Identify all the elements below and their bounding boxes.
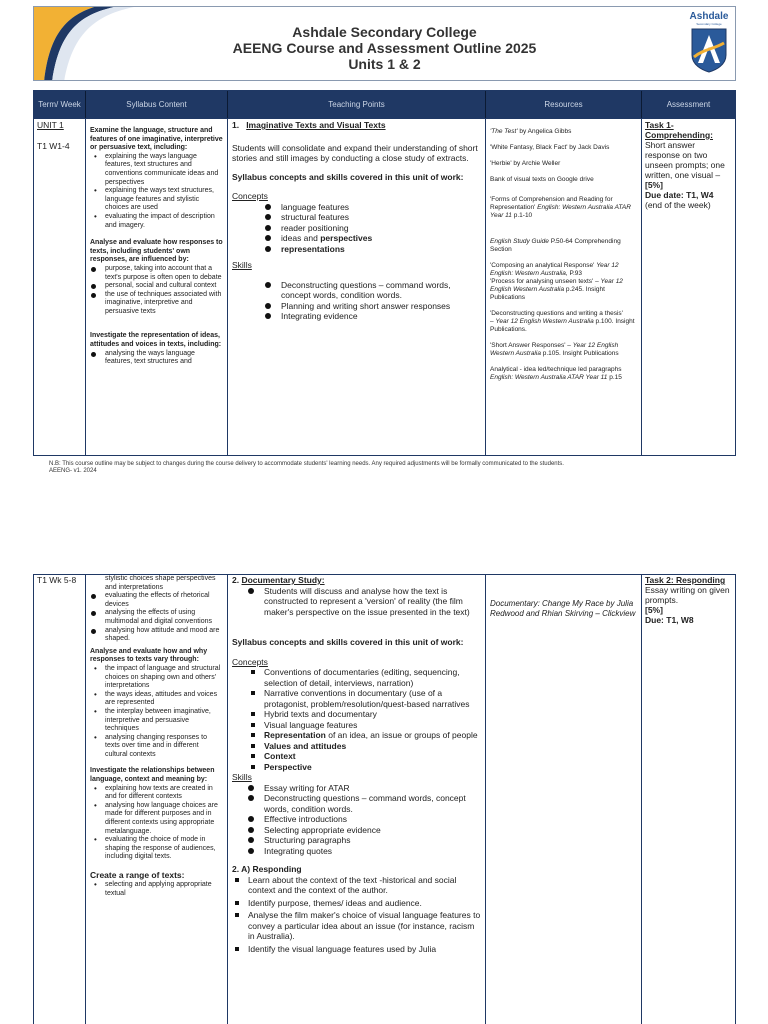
list-item: • analysing how language choices are made for different purposes and in different contexts using appropriate metalanguage. bbox=[90, 802, 223, 836]
course-title: AEENG Course and Assessment Outline 2025 bbox=[232, 40, 537, 56]
list-item: Deconstructing questions – command words, concept words, condition words. bbox=[281, 280, 481, 301]
footer-note-line: N.B: This course outline may be subject to changes during the course delivery to accommodate students' learning needs. Any required adjustments will be formally communicated to the students. bbox=[49, 461, 564, 467]
list-item: language features bbox=[281, 202, 481, 213]
logo-name: Ashdale bbox=[689, 11, 729, 22]
resource-item bbox=[490, 310, 637, 334]
list-item: stylistic choices shape perspectives and interpretations bbox=[105, 575, 216, 591]
section-number: 1. bbox=[232, 120, 240, 130]
task-description bbox=[645, 140, 732, 190]
list-item: Learn about the context of the text -historical and social context and the context of the author. bbox=[248, 875, 481, 896]
text: P.50-64 Comprehending Section bbox=[490, 238, 621, 253]
concepts-label: Concepts bbox=[232, 191, 268, 201]
list-item: purpose, taking into account that a text's purpose is often open to debate bbox=[90, 265, 223, 282]
text-bold: Representation bbox=[264, 730, 326, 740]
list-item: Essay writing for ATAR bbox=[264, 783, 481, 794]
text: 'Short Answer Responses' – bbox=[490, 342, 573, 349]
syllabus-cell bbox=[86, 575, 228, 1024]
outline-table-page2 bbox=[33, 574, 736, 1024]
list-item: personal, social and cultural context bbox=[90, 282, 223, 291]
document-header bbox=[33, 6, 736, 81]
text: p.15 bbox=[607, 374, 622, 381]
header-resources: Resources bbox=[486, 91, 642, 118]
resource-item bbox=[490, 128, 637, 136]
section-number: 2. bbox=[232, 575, 240, 585]
list-item: Deconstructing questions – command words, concept words, condition words. bbox=[264, 793, 481, 814]
list-item: Perspective bbox=[264, 762, 481, 773]
list-item: Values and attitudes bbox=[264, 741, 481, 752]
text-italic: 'The Test' bbox=[490, 128, 518, 135]
syllabus-heading: Investigate the relationships between language, context and meaning by: bbox=[90, 767, 215, 784]
list-item: Effective introductions bbox=[264, 814, 481, 825]
list-item: • the impact of language and structural choices on shaping own and others' interpretations bbox=[90, 665, 223, 691]
header-syllabus-content: Syllabus Content bbox=[86, 91, 228, 118]
list-item: Visual language features bbox=[264, 720, 481, 731]
unit-label: UNIT 1 bbox=[37, 120, 64, 130]
task-weight: [5%] bbox=[645, 605, 663, 615]
text: ideas and bbox=[281, 233, 321, 243]
list-item: • the interplay between imaginative, interpretive and persuasive techniques bbox=[90, 708, 223, 734]
list-item: Students will discuss and analyse how the text is constructed to represent a 'version' of reality (the film maker's perspective on the issue presented in the text) bbox=[264, 586, 481, 618]
text: p.1-10 bbox=[511, 212, 533, 219]
concepts-heading: Syllabus concepts and skills covered in this unit of work: bbox=[232, 637, 464, 647]
task-description: Essay writing on given prompts. bbox=[645, 585, 730, 605]
text: P.93 bbox=[567, 270, 583, 277]
text: 'Composing an analytical Response' bbox=[490, 262, 597, 269]
list-item: • analysing changing responses to texts over time and in different cultural contexts bbox=[90, 734, 223, 760]
units-title: Units 1 & 2 bbox=[348, 56, 421, 72]
concepts-heading: Syllabus concepts and skills covered in this unit of work: bbox=[232, 171, 464, 182]
list-item: analysing the effects of using multimodal and digital conventions bbox=[90, 609, 223, 626]
text-italic: English: Western Australia ATAR Year 11 bbox=[490, 204, 631, 219]
resource-item bbox=[490, 342, 637, 358]
list-item: • evaluating the impact of description and imagery. bbox=[90, 213, 223, 230]
text: – bbox=[490, 318, 496, 325]
text-bold: perspectives bbox=[320, 233, 373, 243]
text: by Angelica Gibbs bbox=[517, 128, 572, 135]
list-item: • explaining the ways text structures, language features and stylistic choices are used bbox=[90, 187, 223, 213]
header-assessment: Assessment bbox=[666, 100, 711, 109]
subsection-heading: 2. A) Responding bbox=[232, 864, 302, 874]
header-term-week: Term/ Week bbox=[34, 91, 86, 118]
list-item: Conventions of documentaries (editing, sequencing, selection of detail, interviews, narration) bbox=[264, 667, 481, 688]
section-title: Imaginative Texts and Visual Texts bbox=[246, 120, 386, 130]
list-item bbox=[264, 730, 481, 741]
list-item: analysing the ways language features, text structures and bbox=[90, 350, 223, 367]
text: Short answer response on two unseen prompts; one written, one visual – bbox=[645, 140, 725, 180]
school-name: Ashdale Secondary College bbox=[292, 24, 477, 40]
logo-sub: Secondary College bbox=[696, 22, 722, 26]
syllabus-heading: Examine the language, structure and features of one imaginative, interpretive or persuasive text, including: bbox=[90, 127, 223, 152]
text: p.245. Insight Publications bbox=[490, 286, 605, 301]
list-item: Identify purpose, themes/ ideas and audience. bbox=[248, 898, 481, 909]
resource-item bbox=[490, 599, 637, 619]
syllabus-cell bbox=[86, 119, 228, 455]
text: of an idea, an issue or groups of people bbox=[325, 730, 478, 740]
list-item: • explaining how texts are created in and for different contexts bbox=[90, 785, 223, 802]
text: 'Process for analysing unseen texts' – bbox=[490, 278, 601, 285]
list-item: Planning and writing short answer responses bbox=[281, 301, 481, 312]
resource-item bbox=[490, 262, 637, 278]
teaching-cell bbox=[228, 119, 486, 455]
list-item: Integrating quotes bbox=[264, 846, 481, 857]
syllabus-heading: Investigate the representation of ideas, attitudes and voices in texts, including: bbox=[90, 332, 222, 349]
list-item: the use of techniques associated with imaginative, interpretive and persuasive texts bbox=[90, 291, 223, 317]
text: Analytical - idea led/technique led paragraphs bbox=[490, 366, 622, 373]
text-italic: Year 12 English Western Australia bbox=[490, 342, 619, 357]
syllabus-heading: Create a range of texts: bbox=[90, 870, 185, 880]
text-italic: Year 12 English Western Australia bbox=[495, 318, 594, 325]
text: 'Forms of Comprehension and Reading for Representation' bbox=[490, 196, 613, 211]
list-item: • evaluating the choice of mode in shaping the response of audiences, including digital texts. bbox=[90, 836, 223, 862]
footer-note bbox=[49, 461, 564, 475]
task-weight: [5%] bbox=[645, 180, 663, 190]
text: 'Deconstructing questions and writing a thesis' bbox=[490, 310, 623, 317]
resource-item bbox=[490, 196, 637, 220]
list-item: representations bbox=[281, 244, 481, 255]
list-item: Analyse the film maker's choice of visual language features to convey a particular idea about an issue (for instance, racism in Australia). bbox=[248, 910, 481, 941]
list-item: • selecting and applying appropriate textual bbox=[90, 881, 223, 898]
list-item: Selecting appropriate evidence bbox=[264, 825, 481, 836]
school-logo bbox=[687, 11, 731, 77]
resource-item: 'White Fantasy, Black Fact' by Jack Davis bbox=[490, 144, 610, 151]
text-italic: Year 12 English Western Australia bbox=[490, 278, 623, 293]
text-italic: English Study Guide bbox=[490, 238, 549, 245]
skills-label: Skills bbox=[232, 772, 252, 782]
assessment-cell bbox=[642, 119, 735, 455]
syllabus-heading: Analyse and evaluate how and why responses to texts vary through: bbox=[90, 647, 208, 664]
task-title: Task 1- Comprehending: bbox=[645, 120, 713, 140]
list-item: Context bbox=[264, 751, 481, 762]
text-italic: Year 12 English: Western Australia, bbox=[490, 262, 619, 277]
outline-table-page1 bbox=[33, 90, 736, 456]
table-header-row bbox=[34, 91, 735, 118]
list-item bbox=[281, 233, 481, 244]
shield-icon bbox=[690, 27, 728, 73]
resource-item bbox=[490, 278, 637, 302]
table-row-unit1 bbox=[34, 118, 735, 456]
list-item: • the ways ideas, attitudes and voices are represented bbox=[90, 691, 223, 708]
list-item: reader positioning bbox=[281, 223, 481, 234]
resource-item bbox=[490, 238, 637, 254]
section-title: Documentary Study: bbox=[241, 575, 325, 585]
resource-item: 'Herbie' by Archie Weller bbox=[490, 160, 561, 167]
list-item: Structuring paragraphs bbox=[264, 835, 481, 846]
concepts-label: Concepts bbox=[232, 656, 268, 667]
term-cell bbox=[34, 575, 86, 1024]
list-item: Integrating evidence bbox=[281, 311, 481, 322]
task-title: Task 2: Responding bbox=[645, 575, 726, 585]
list-item: structural features bbox=[281, 212, 481, 223]
resources-cell bbox=[486, 575, 642, 1024]
text-italic: Documentary: Change My Race by Julia Redwood and Rhian Skirving – Clickview bbox=[490, 599, 636, 618]
list-item: Identify the visual language features used by Julia bbox=[248, 944, 481, 955]
footer-version: AEENG- v1. 2024 bbox=[49, 468, 97, 474]
assessment-cell bbox=[642, 575, 735, 1024]
task-due-note: (end of the week) bbox=[645, 200, 711, 210]
resource-item bbox=[490, 366, 637, 382]
text: p.100. Insight Publications. bbox=[490, 318, 635, 333]
table-row-documentary bbox=[34, 575, 735, 1024]
resources-cell bbox=[486, 119, 642, 455]
list-item: • explaining the ways language features, text structures and conventions communicate ideas and perspectives bbox=[90, 153, 223, 187]
task-due: Due: T1, W8 bbox=[645, 615, 694, 625]
header-teaching-points: Teaching Points bbox=[228, 91, 486, 118]
list-item: Narrative conventions in documentary (use of a protagonist, problem/resolution/quest-based narratives bbox=[264, 688, 481, 709]
text-italic: English: Western Australia ATAR Year 11 bbox=[490, 374, 608, 381]
resource-item: Bank of visual texts on Google drive bbox=[490, 176, 594, 183]
section-intro: Students will consolidate and expand their understanding of short stories and still images by conducting a close study of extracts. bbox=[232, 142, 478, 163]
week-label: T1 Wk 5-8 bbox=[37, 575, 77, 585]
list-item: evaluating the effects of rhetorical devices bbox=[90, 592, 223, 609]
week-label: T1 W1-4 bbox=[37, 141, 70, 151]
skills-label: Skills bbox=[232, 260, 252, 270]
list-item: analysing how attitude and mood are shaped. bbox=[90, 627, 223, 644]
task-due: Due date: T1, W4 bbox=[645, 190, 714, 200]
term-cell bbox=[34, 119, 86, 455]
syllabus-heading: Analyse and evaluate how responses to texts, including students' own responses, are influenced by: bbox=[90, 239, 223, 264]
teaching-cell bbox=[228, 575, 486, 1024]
text: p.105. Insight Publications bbox=[540, 350, 619, 357]
list-item: Hybrid texts and documentary bbox=[264, 709, 481, 720]
